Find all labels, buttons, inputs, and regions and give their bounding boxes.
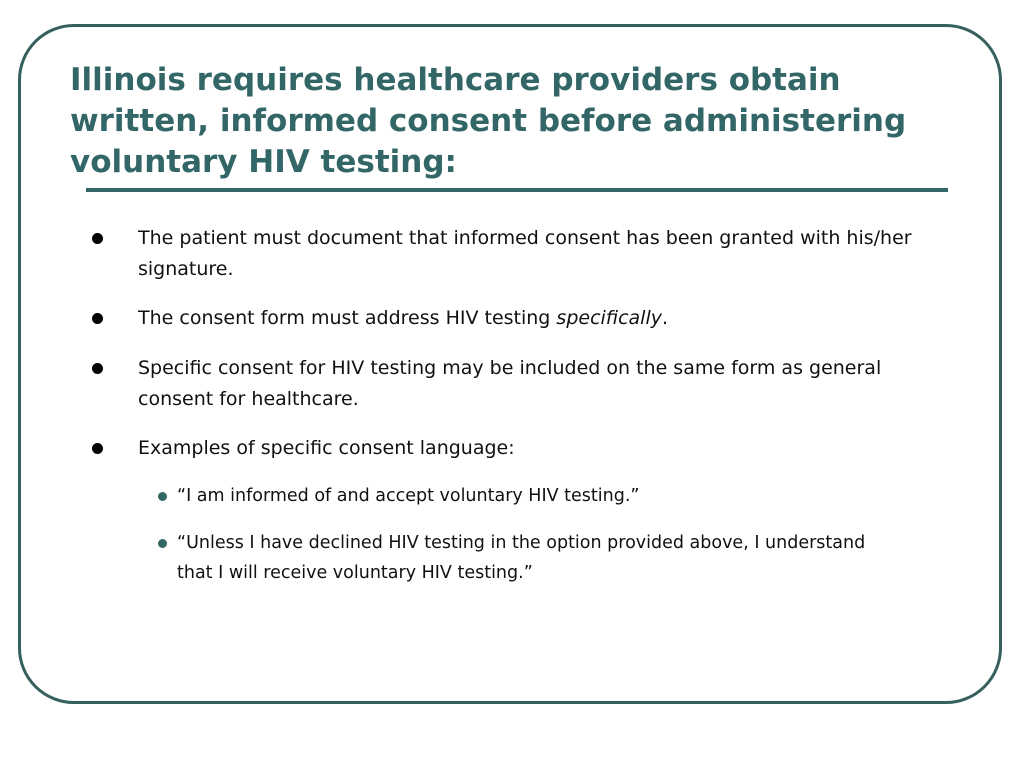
- bullet-dot-icon: [92, 233, 103, 244]
- bullet-text-end: .: [661, 307, 669, 329]
- sub-bullet-item: [177, 481, 897, 511]
- bullet-item: [138, 223, 938, 285]
- sub-bullet-text: “I am informed of and accept voluntary HIV testing.”: [177, 486, 640, 506]
- bullet-text: The consent form must address HIV testing: [138, 307, 557, 329]
- bullet-dot-icon: [92, 443, 103, 454]
- bullet-text: Examples of specific consent language:: [138, 437, 515, 459]
- bullet-dot-icon: [92, 313, 103, 324]
- bullet-item: [138, 303, 938, 334]
- bullet-emphasis: specifically: [556, 307, 662, 329]
- slide-title: Illinois requires healthcare providers obtain written, informed consent before administering voluntary HIV testing:: [70, 62, 907, 180]
- bullet-text: Specific consent for HIV testing may be included on the same form as general consent for healthcare.: [138, 357, 882, 410]
- sub-bullet-text: “Unless I have declined HIV testing in the option provided above, I understand that I will receive voluntary HIV testing.”: [177, 533, 866, 583]
- bullet-item: [138, 353, 938, 415]
- bullet-text: The patient must document that informed consent has been granted with his/her signature.: [138, 227, 912, 280]
- bullet-item: [138, 433, 938, 464]
- bullet-dot-icon: [92, 363, 103, 374]
- sub-bullet-item: [177, 528, 897, 588]
- sub-bullet-dot-icon: [158, 539, 167, 548]
- sub-bullet-dot-icon: [158, 492, 167, 501]
